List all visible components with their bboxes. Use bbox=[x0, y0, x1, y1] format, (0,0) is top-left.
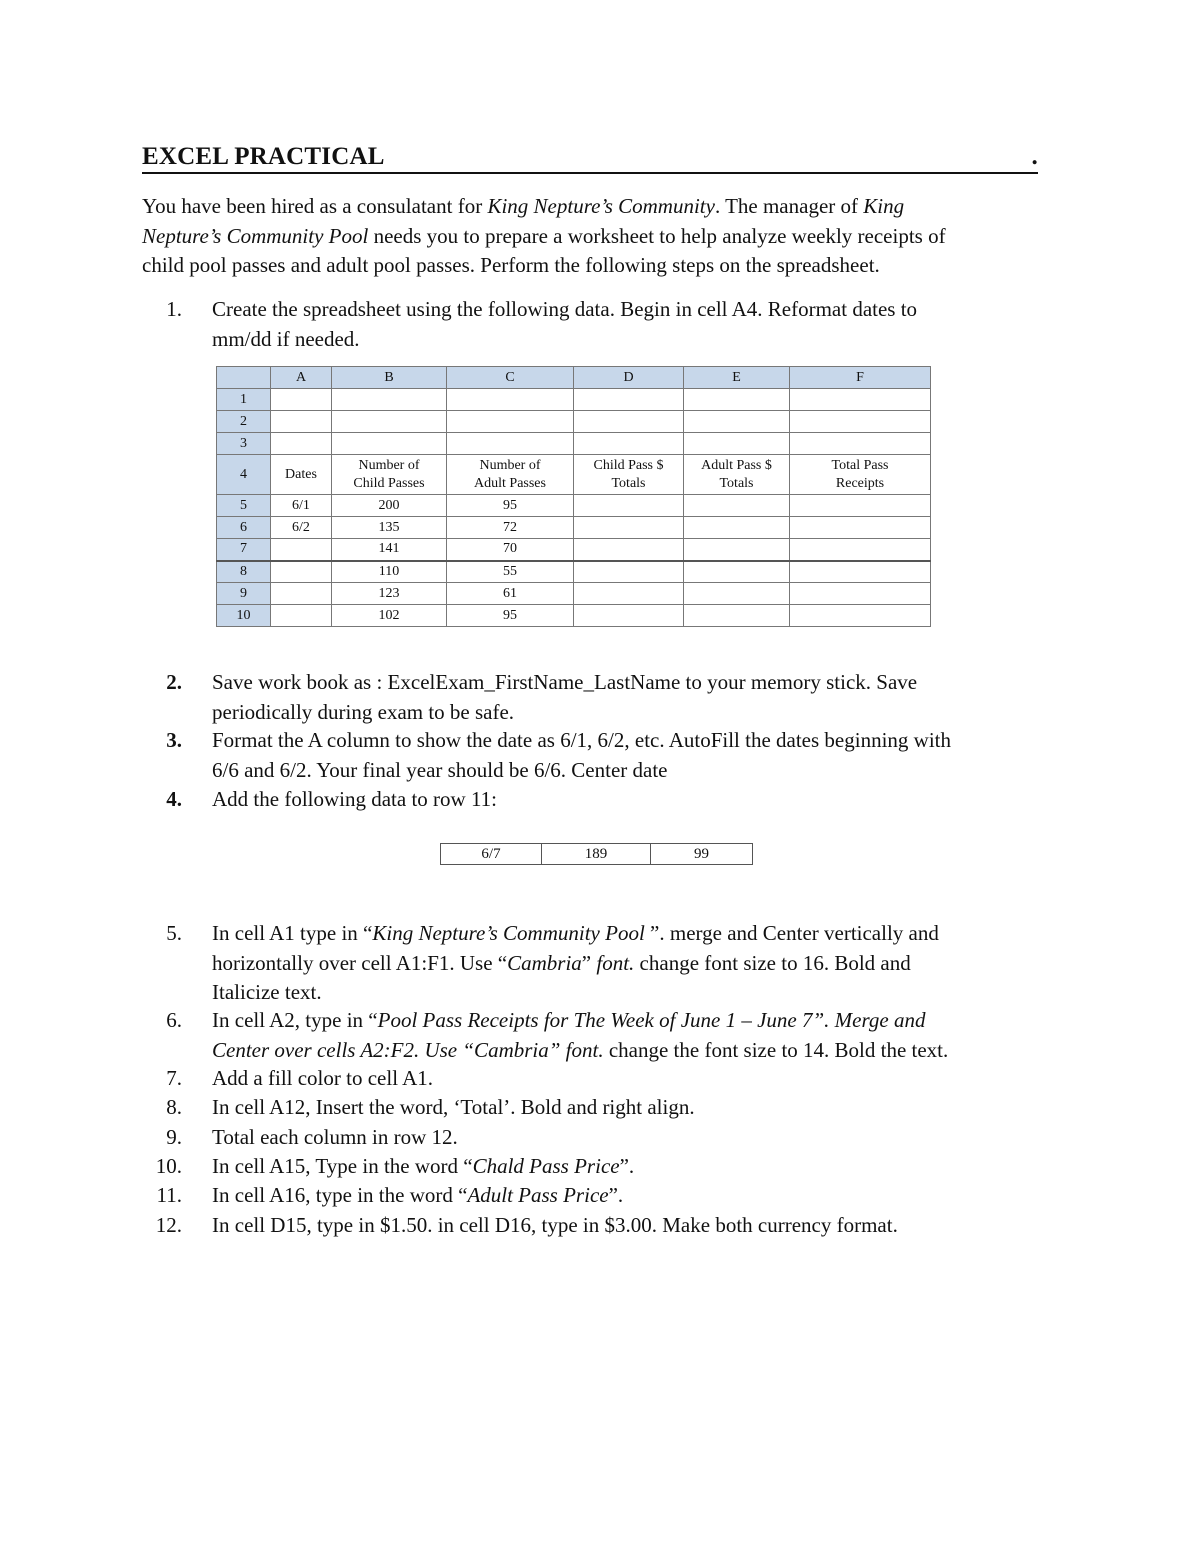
table-cell: 102 bbox=[332, 605, 447, 627]
column-header: F bbox=[790, 367, 931, 389]
row-11-data-table bbox=[440, 843, 753, 865]
row-header: 3 bbox=[217, 433, 271, 455]
table-row bbox=[217, 389, 931, 411]
header-cell: Dates bbox=[271, 455, 332, 495]
table-row bbox=[217, 539, 931, 561]
table-cell bbox=[271, 561, 332, 583]
table-cell bbox=[271, 583, 332, 605]
document-page: EXCEL PRACTICAL . You have been hired as a consulatant for King Nepture’s Community. The manager of King Nepture’s Community Pool needs you to prepare a worksheet to help analyze weekly receipts of child pool passes and adult pool passes. Perform the following steps on the spreadsheet. 1. Create the spreadsheet using the following data. Begin in cell A4. Reformat dates to mm/dd if needed. A B C D E F 1 2 3 4 Dates Number of Child Passes Number of Adult Passes Child Pass $ Totals Adult Pass $ Totals Total Pass Receipts 5 6/1 200 95 6 6/2 135 72 7 141 70 8 110 55 9 123 61 10 102 95 2. Save work book as : ExcelExam_FirstName_LastName to your memory stick. Save periodically during exam to be safe. 3. Format the A column to show the date as 6/1, 6/2, etc. AutoFill the dates beginning with 6/6 and 6/2. Your final year should be 6/6. Center date 4. Add the following data to row 11: 6/7 189 99 5. In cell A1 type in “King Nepture’s Community Pool ”. merge and Center vertically and horizontally over cell A1:F1. Use “Cambria” font. change font size to 16. Bold and Italicize text. 6. In cell A2, type in “Pool Pass Receipts for The Week of June 1 – June 7”. Merge and Center over cells A2:F2. Use “Cambria” font. change the font size to 14. Bold the text. 7. Add a fill color to cell A1. 8. In cell A12, Insert the word, ‘Total’. Bold and right align. 9. Total each column in row 12. 10. In cell A15, Type in the word “Chald Pass Price”. 11. In cell A16, type in the word “Adult Pass Price”. 12. In cell D15, type in $1.50. in cell D16, type in $3.00. Make both currency format. bbox=[0, 0, 1200, 1553]
row-header: 10 bbox=[217, 605, 271, 627]
table-row bbox=[217, 561, 931, 583]
page-title: EXCEL PRACTICAL . bbox=[142, 142, 1038, 174]
row-header: 7 bbox=[217, 539, 271, 561]
header-cell: Number of Adult Passes bbox=[447, 455, 574, 495]
row-header: 8 bbox=[217, 561, 271, 583]
table-cell: 55 bbox=[447, 561, 574, 583]
row-header: 5 bbox=[217, 495, 271, 517]
column-header: E bbox=[684, 367, 790, 389]
table-cell: 6/7 bbox=[441, 844, 542, 865]
column-header: C bbox=[447, 367, 574, 389]
table-row bbox=[217, 517, 931, 539]
table-header-row bbox=[217, 455, 931, 495]
table-cell: 110 bbox=[332, 561, 447, 583]
row-header: 4 bbox=[217, 455, 271, 495]
table-row bbox=[217, 605, 931, 627]
row-header: 6 bbox=[217, 517, 271, 539]
table-cell: 72 bbox=[447, 517, 574, 539]
row-header: 1 bbox=[217, 389, 271, 411]
table-row bbox=[217, 433, 931, 455]
corner-cell bbox=[217, 367, 271, 389]
table-cell: 135 bbox=[332, 517, 447, 539]
table-cell: 141 bbox=[332, 539, 447, 561]
header-cell: Total Pass Receipts bbox=[790, 455, 931, 495]
table-cell: 189 bbox=[542, 844, 651, 865]
table-cell: 6/1 bbox=[271, 495, 332, 517]
column-header: B bbox=[332, 367, 447, 389]
header-cell: Number of Child Passes bbox=[332, 455, 447, 495]
table-cell: 200 bbox=[332, 495, 447, 517]
table-row bbox=[217, 411, 931, 433]
table-cell bbox=[271, 539, 332, 561]
intro-paragraph: You have been hired as a consulatant for King Nepture’s Community. The manager of King Nepture’s Community Pool needs you to prepare a worksheet to help analyze weekly receipts of child pool passes and adult pool passes. Perform the following steps on the spreadsheet. bbox=[142, 194, 946, 277]
column-header: A bbox=[271, 367, 332, 389]
table-cell: 95 bbox=[447, 605, 574, 627]
table-cell: 95 bbox=[447, 495, 574, 517]
spreadsheet-table bbox=[216, 366, 931, 627]
table-row bbox=[217, 495, 931, 517]
table-row bbox=[217, 583, 931, 605]
column-header: D bbox=[574, 367, 684, 389]
table-cell: 61 bbox=[447, 583, 574, 605]
header-cell: Adult Pass $ Totals bbox=[684, 455, 790, 495]
table-cell: 6/2 bbox=[271, 517, 332, 539]
row-header: 9 bbox=[217, 583, 271, 605]
header-cell: Child Pass $ Totals bbox=[574, 455, 684, 495]
table-cell: 99 bbox=[651, 844, 753, 865]
table-cell bbox=[271, 605, 332, 627]
table-cell: 70 bbox=[447, 539, 574, 561]
table-cell: 123 bbox=[332, 583, 447, 605]
row-header: 2 bbox=[217, 411, 271, 433]
